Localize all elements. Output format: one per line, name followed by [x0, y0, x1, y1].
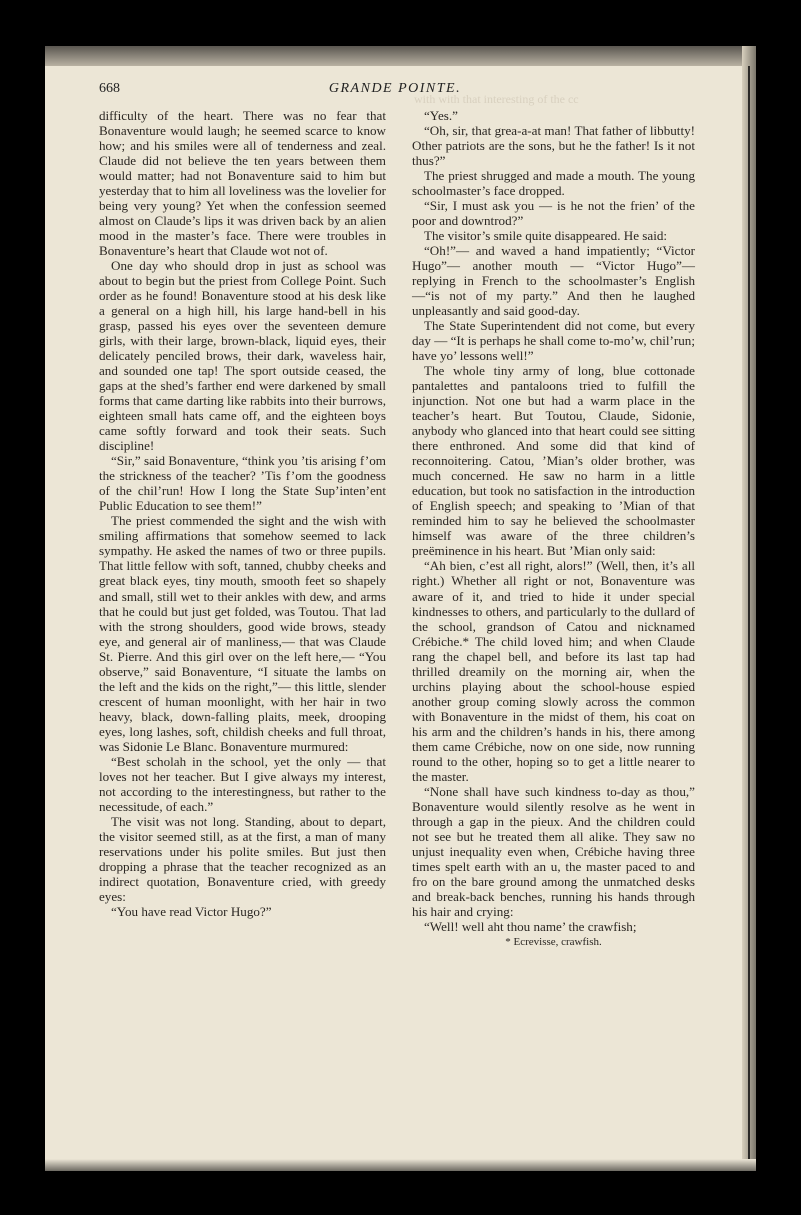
footnote: * Ecrevisse, crawfish.: [505, 935, 602, 948]
paragraph: “Sir,” said Bonaventure, “think you ’tis arising f’om the strickness of the teacher? ’Tis f’om the goodness of the chil’run! How I long the State Sup’inten’ent Public Education to see them!”: [99, 453, 386, 514]
paragraph: The whole tiny army of long, blue cottonade pantalettes and pantaloons tried to fulfill the injunction. Not one but had a warm place in the teacher’s heart. But Toutou, Claude, Sidonie, anybody who glanced into that heart could see sitting there enthroned. And some did that kind of reconnoitering. Catou, ’Mian’s older brother, was much concerned. He saw no harm in a little education, but took no satisfaction in the introduction of English speech; and speaking to ’Mian of that reminded him to say he believed the schoolmaster himself was aware of the three children’s preëminence in his heart. But ’Mian only said:: [412, 363, 695, 559]
paragraph: One day who should drop in just as school was about to begin but the priest from College Point. Such order as he found! Bonaventure stood at his desk like a general on a high hill, his large hand-bell in his grasp, passed his eyes over the seventeen demure girls, with their large, brown-black, liquid eyes, their delicately penciled brows, their dark, waveless hair, and sounded one tap! The sport outside ceased, the gaps at the shed’s farther end were darkened by small forms that came darting like rabbits into their burrows, eighteen small hats came off, and the eighteen boys came softly forward and took their seats. Such discipline!: [99, 258, 386, 454]
paragraph: difficulty of the heart. There was no fear that Bonaventure would laugh; he seemed scarce to know how; and his smiles were all of tenderness and zeal. Claude did not believe the ten years between them would matter; had not Bonaventure said to him but yesterday that to him all loveliness was the lovelier for being very young? Yet when the confession seemed almost on Claude’s lips it was driven back by an alien mood in the master’s face. There were troubles in Bonaventure’s heart that Claude wot not of.: [99, 108, 386, 259]
paragraph: The priest shrugged and made a mouth. The young schoolmaster’s face dropped.: [412, 168, 695, 199]
paragraph: The visitor’s smile quite disappeared. He said:: [424, 228, 668, 244]
paragraph: “Ah bien, c’est all right, alors!” (Well, then, it’s all right.) Whether all right or not, Bonaventure was aware of it, and tried to hide it under special kindnesses to others, and particularly to the dullard of the school, grandson of Catou and nicknamed Crébiche.* The child loved him; and when Claude rang the chapel bell, and before its last tap had thrilled dreamily on the morning air, when the urchins playing about the school-house espied another group coming slowly across the common with Bonaventure in the midst of them, his coat on his arm and the children’s hands in his, there among them came Crébiche, now on one side, now running round to the other, hoping so to get a little nearer to the master.: [412, 558, 695, 784]
paragraph: The priest commended the sight and the wish with smiling affirmations that somehow seemed to lack sympathy. He asked the names of two or three pupils. That little fellow with soft, tanned, chubby cheeks and great black eyes, tiny mouth, smooth feet so shapely and small, still wet to their ankles with dew, and arms that he could but just get folded, was Toutou. That lad with the strong shoulders, good wide brows, steady eye, and general air of manliness,— that was Claude St. Pierre. And this girl over on the left here,— “You observe,” said Bonaventure, “I situate the lambs on the left and the kids on the right,”— this little, slender crescent of human moonlight, with her hair in two heavy, black, down-falling plaits, meek, drooping eyes, long lashes, soft, childish cheeks and full throat, was Sidonie Le Blanc. Bonaventure murmured:: [99, 513, 386, 754]
paragraph: “Yes.”: [424, 108, 458, 123]
page-top-shadow: [45, 46, 756, 66]
paragraph: The State Superintendent did not come, but every day — “It is perhaps he shall come to-mo’w, chil’run; have yo’ lessons well!”: [412, 318, 695, 364]
paragraph: “Best scholah in the school, yet the only — that loves not her teacher. But I give always my interest, not according to the interestingness, but rather to the necessitude, of each.”: [99, 753, 386, 814]
page-number: 668: [99, 81, 120, 96]
paragraph: The visit was not long. Standing, about to depart, the visitor seemed still, as at the first, a man of many reservations under his polite smiles. But just then dropping a phrase that the teacher recognized as an indirect quotation, Bonaventure cried, with greedy eyes:: [99, 813, 386, 904]
paragraph: “You have read Victor Hugo?”: [111, 903, 272, 919]
page-bottom-shadow: [45, 1159, 756, 1171]
page-header: [99, 81, 691, 101]
paragraph: “Sir, I must ask you — is he not the frien’ of the poor and downtrod?”: [412, 198, 695, 229]
running-head: GRANDE POINTE.: [328, 81, 462, 96]
left-column: [99, 108, 386, 919]
paragraph: “Oh, sir, that grea-a-at man! That father of libbutty! Other patriots are the sons, but he the father! Is it not thus?”: [412, 123, 695, 169]
paragraph: “Oh!”— and waved a hand impatiently; “Victor Hugo”— another mouth — “Victor Hugo”— replying in French to the schoolmaster’s English —“is not of my party.” And then he laughed unpleasantly and said good-day.: [412, 243, 695, 319]
paragraph: “Well! well aht thou name’ the crawfish;: [424, 918, 637, 934]
page-binding-edge: [748, 66, 750, 1166]
right-column: [412, 108, 695, 950]
bleed-through-text: with with that interesting of the cc: [414, 92, 579, 106]
paragraph: “None shall have such kindness to-day as thou,” Bonaventure would silently resolve as he went in through a gap in the pieux. And the children could not see but he treated them all alike. They saw no unjust inequality even when, Crébiche having three times spelt earth with an u, the master paced to and fro on the bare ground among the unmatched desks and break-back benches, running his hands through his hair and crying:: [412, 783, 695, 919]
